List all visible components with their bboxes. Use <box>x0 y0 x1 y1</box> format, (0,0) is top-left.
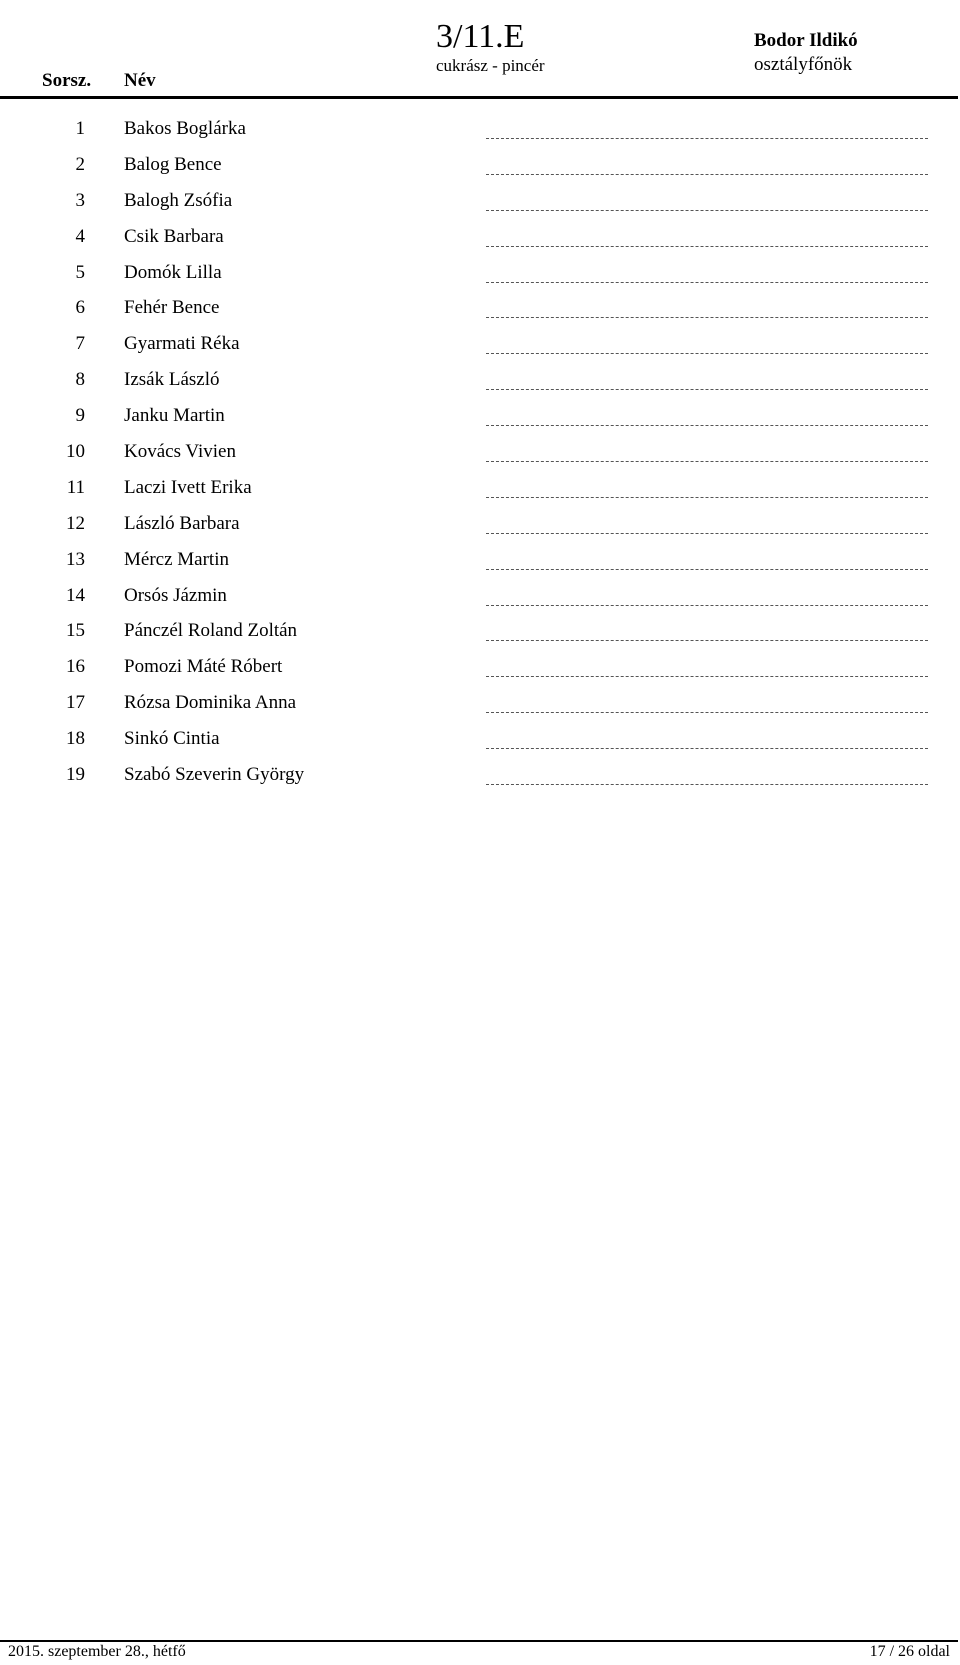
column-header-name: Név <box>124 70 156 91</box>
student-number: 7 <box>75 333 85 355</box>
student-number: 19 <box>66 764 85 786</box>
list-item <box>0 329 960 365</box>
student-name: Pánczél Roland Zoltán <box>124 620 298 642</box>
signature-line <box>486 353 928 354</box>
student-number: 13 <box>66 548 85 570</box>
student-number: 9 <box>75 405 85 427</box>
signature-line <box>486 748 928 749</box>
signature-line <box>486 461 928 462</box>
list-item <box>0 258 960 294</box>
student-number: 6 <box>75 297 85 319</box>
student-number: 1 <box>75 118 85 139</box>
student-name: Fehér Bence <box>124 297 220 319</box>
signature-line <box>486 246 928 247</box>
signature-line <box>486 712 928 713</box>
student-number: 15 <box>66 620 85 642</box>
student-number: 12 <box>66 512 85 534</box>
signature-line <box>486 282 928 283</box>
student-name: Balog Bence <box>124 153 222 175</box>
student-number: 14 <box>66 584 85 606</box>
student-name: Sinkó Cintia <box>124 728 220 750</box>
header-divider <box>0 96 958 99</box>
student-name: Orsós Jázmin <box>124 584 227 606</box>
class-specialization: cukrász - pincér <box>436 56 545 75</box>
signature-line <box>486 533 928 534</box>
student-name: László Barbara <box>124 512 240 534</box>
student-list <box>0 114 960 796</box>
student-number: 5 <box>75 261 85 283</box>
teacher-name: Bodor Ildikó <box>754 30 858 51</box>
list-item <box>0 293 960 329</box>
page-header <box>0 0 960 100</box>
signature-line <box>486 210 928 211</box>
student-number: 2 <box>75 153 85 175</box>
signature-line <box>486 640 928 641</box>
list-item <box>0 222 960 258</box>
footer-divider <box>0 1640 958 1642</box>
list-item <box>0 616 960 652</box>
list-item <box>0 365 960 401</box>
list-item <box>0 688 960 724</box>
signature-line <box>486 174 928 175</box>
student-number: 3 <box>75 189 85 211</box>
student-number: 10 <box>66 441 85 463</box>
student-number: 8 <box>75 369 85 391</box>
signature-line <box>486 138 928 139</box>
list-item <box>0 509 960 545</box>
student-number: 4 <box>75 225 85 247</box>
signature-line <box>486 676 928 677</box>
footer-date: 2015. szeptember 28., hétfő <box>8 1643 186 1660</box>
student-name: Kovács Vivien <box>124 441 236 463</box>
student-name: Csik Barbara <box>124 225 224 247</box>
signature-line <box>486 497 928 498</box>
list-item <box>0 545 960 581</box>
signature-line <box>486 389 928 390</box>
student-name: Izsák László <box>124 369 220 391</box>
list-item <box>0 401 960 437</box>
column-header-number: Sorsz. <box>42 70 92 91</box>
student-number: 16 <box>66 656 85 678</box>
list-item <box>0 473 960 509</box>
signature-line <box>486 317 928 318</box>
student-name: Balogh Zsófia <box>124 189 233 211</box>
list-item <box>0 437 960 473</box>
student-number: 17 <box>66 692 85 714</box>
list-item <box>0 724 960 760</box>
footer-page-number: 17 / 26 oldal <box>869 1643 950 1660</box>
student-name: Gyarmati Réka <box>124 333 240 355</box>
signature-line <box>486 425 928 426</box>
teacher-role: osztályfőnök <box>754 54 853 75</box>
student-name: Laczi Ivett Erika <box>124 476 252 498</box>
signature-line <box>486 569 928 570</box>
student-name: Mércz Martin <box>124 548 229 570</box>
student-name: Pomozi Máté Róbert <box>124 656 283 678</box>
list-item <box>0 114 960 150</box>
student-name: Domók Lilla <box>124 261 222 283</box>
signature-line <box>486 784 928 785</box>
student-name: Szabó Szeverin György <box>124 764 305 786</box>
list-item <box>0 150 960 186</box>
student-number: 18 <box>66 728 85 750</box>
list-item <box>0 581 960 617</box>
list-item <box>0 652 960 688</box>
signature-line <box>486 605 928 606</box>
class-code: 3/11.E <box>436 18 525 55</box>
student-name: Bakos Boglárka <box>124 118 246 139</box>
list-item <box>0 186 960 222</box>
student-number: 11 <box>66 476 85 498</box>
student-name: Rózsa Dominika Anna <box>124 692 297 714</box>
student-name: Janku Martin <box>124 405 225 427</box>
list-item <box>0 760 960 796</box>
